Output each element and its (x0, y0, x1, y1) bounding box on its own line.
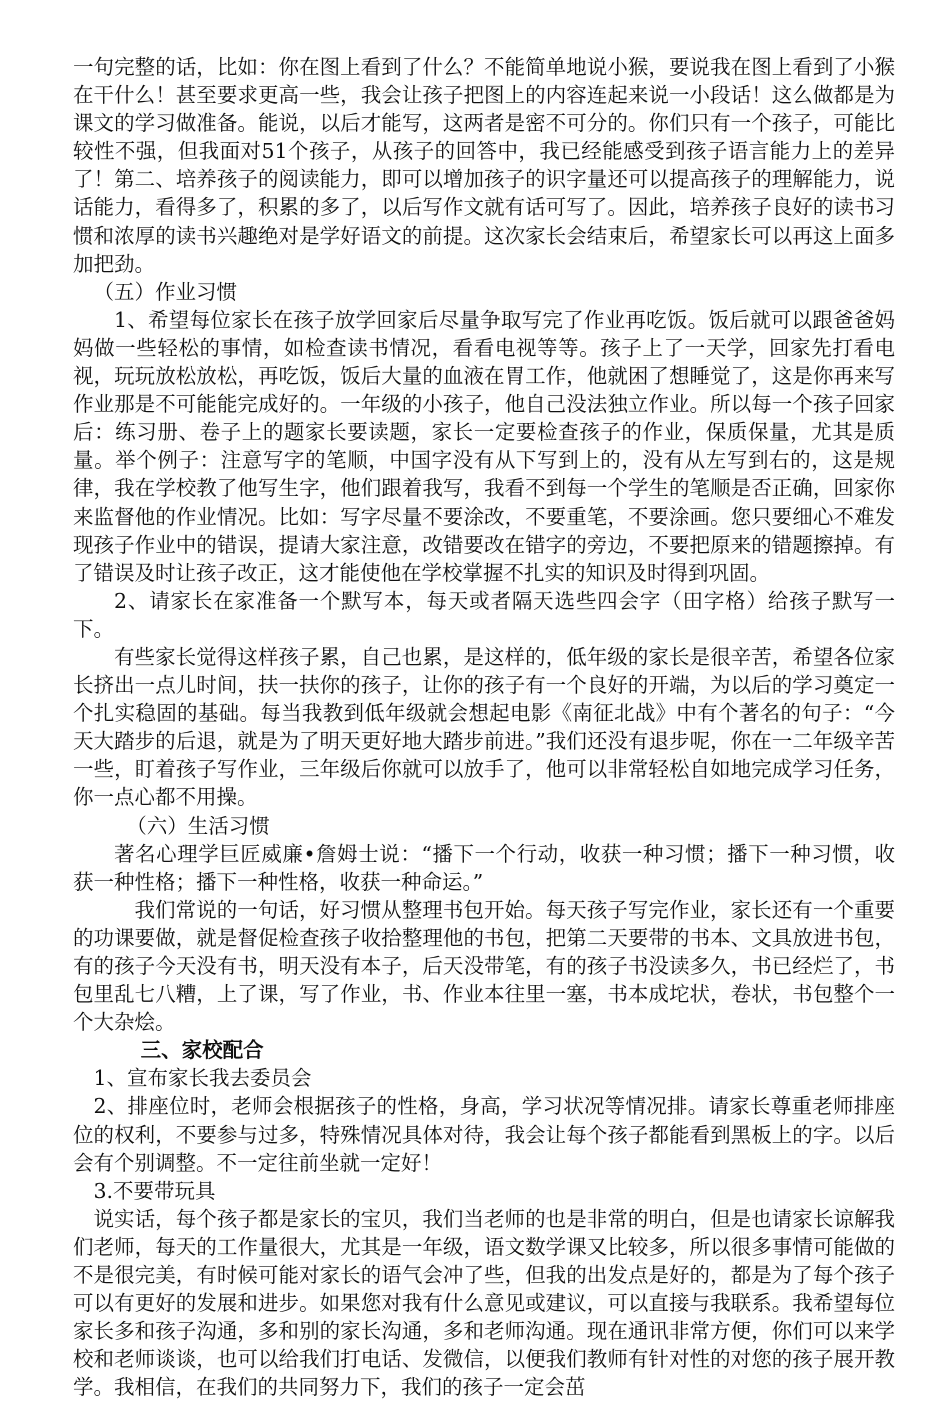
list-item-committee: 1、宣布家长我去委员会 (93, 1066, 312, 1091)
section-heading-homework-habits: （五）作业习惯 (93, 279, 237, 304)
paragraph-homework-1: 1、希望每位家长在孩子放学回家后尽量争取写完了作业再吃饭。饭后就可以跟爸爸妈妈做一些轻松的事情，如检查读书情况，看看电视等等。孩子上了一天学，回家先打看电视，玩玩放松放松，再吃饭，饭后大量的血液在胃工作，他就困了想睡觉了，这是你再来写作业那是不可能能完成好的。一年级的小孩子，他自己没法独立作业。所以每一个孩子回家后：练习册、卷子上的题家长要读题，家长一定要检查孩子的作业，保质保量，尤其是质量。举个例子：注意写字的笔顺，中国字没有从下写到上的，没有从左写到右的，这是规律，我在学校教了他写生字，他们跟着我写，我看不到每一个学生的笔顺是否正确，回家你来监督他的作业情况。比如：写字尽量不要涂改，不要重笔，不要涂画。您只要细心不难发现孩子作业中的错误，提请大家注意，改错要改在错字的旁边，不要把原来的错题擦掉。有了错误及时让孩子改正，这才能使他在学校掌握不扎实的知识及时得到巩固。 (73, 307, 895, 585)
section-heading-life-habits: （六）生活习惯 (126, 813, 270, 838)
paragraph-continuation: 一句完整的话，比如：你在图上看到了什么？不能简单地说小猴，要说我在图上看到了小猴在干什么！甚至要求更高一些，我会让孩子把图上的内容连起来说一小段话！这么做都是为课文的学习做准备。能说，以后才能写，这两者是密不可分的。你们只有一个孩子，可能比较性不强，但我面对51个孩子，从孩子的回答中，我已经能感受到孩子语言能力上的差异了！第二、培养孩子的阅读能力，即可以增加孩子的识字量还可以提高孩子的理解能力，说话能力，看得多了，积累的多了，以后写作文就有话可写了。因此，培养孩子良好的读书习惯和浓厚的读书兴趣绝对是学好语文的前提。这次家长会结束后，希望家长可以再这上面多加把劲。 (73, 55, 895, 276)
section-heading-home-school: 三、家校配合 (140, 1038, 264, 1063)
paragraph-james-quote: 著名心理学巨匠威廉•詹姆士说：“播下一个行动，收获一种习惯；播下一种习惯，收获一种性格；播下一种性格，收获一种命运。” (73, 841, 895, 894)
paragraph-closing: 说实话，每个孩子都是家长的宝贝，我们当老师的也是非常的明白，但是也请家长谅解我们老师，每天的工作量很大，尤其是一年级，语文数学课又比较多，所以很多事情可能做的不是很完美，有时候可能对家长的语气会冲了些，但我的出发点是好的，都是为了每个孩子可以有更好的发展和进步。如果您对我有什么意见或建议，可以直接与我联系。我希望每位家长多和孩子沟通，多和别的家长沟通，多和老师沟通。现在通讯非常方便，你们可以来学校和老师谈谈，也可以给我们打电话、发微信，以便我们教师有针对性的对您的孩子展开教学。我相信，在我们的共同努力下，我们的孩子一定会茁 (73, 1206, 895, 1400)
document-page (73, 53, 895, 1402)
paragraph-homework-2: 2、请家长在家准备一个默写本，每天或者隔天选些四会字（田字格）给孩子默写一下。 (73, 588, 895, 641)
paragraph-parents-effort: 有些家长觉得这样孩子累，自己也累，是这样的，低年级的家长是很辛苦，希望各位家长挤出一点儿时间，扶一扶你的孩子，让你的孩子有一个良好的开端，为以后的学习奠定一个扎实稳固的基础。每当我教到低年级就会想起电影《南征北战》中有个著名的句子：“今天大踏步的后退，就是为了明天更好地大踏步前进。”我们还没有退步呢，你在一二年级辛苦一些，盯着孩子写作业，三年级后你就可以放手了，他可以非常轻松自如地完成学习任务，你一点心都不用操。 (73, 644, 895, 810)
list-item-seating: 2、排座位时，老师会根据孩子的性格，身高，学习状况等情况排。请家长尊重老师排座位的权利，不要参与过多，特殊情况具体对待，我会让每个孩子都能看到黑板上的字。以后会有个别调整。不一定往前坐就一定好！ (73, 1094, 895, 1175)
list-item-no-toys: 3.不要带玩具 (93, 1178, 216, 1203)
paragraph-schoolbag: 我们常说的一句话，好习惯从整理书包开始。每天孩子写完作业，家长还有一个重要的功课要做，就是督促检查孩子收拾整理他的书包，把第二天要带的书本、文具放进书包，有的孩子今天没有书，明天没有本子，后天没带笔，有的孩子书没读多久，书已经烂了，书包里乱七八糟，上了课，写了作业，书、作业本往里一塞，书本成坨状，卷状，书包整个一个大杂烩。 (73, 897, 895, 1035)
